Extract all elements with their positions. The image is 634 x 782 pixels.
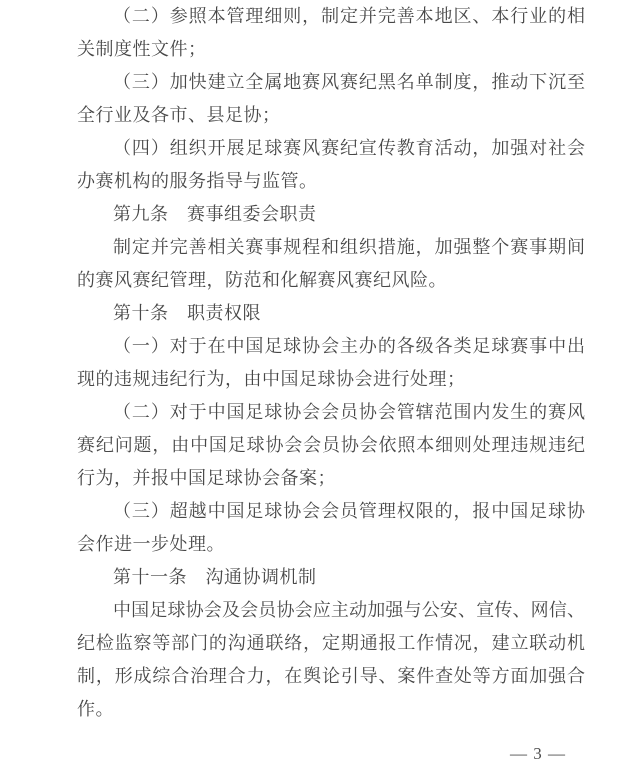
text-line: （二）对于中国足球协会会员协会管辖范围内发生的赛风 [113, 402, 585, 422]
text-line: 行为，并报中国足球协会备案； [77, 468, 336, 488]
text-line: 中国足球协会及会员协会应主动加强与公安、宣传、网信、 [113, 600, 585, 620]
text-line: （一）对于在中国足球协会主办的各级各类足球赛事中出 [113, 336, 585, 356]
article-heading: 第十条 职责权限 [113, 303, 261, 323]
text-line: 制，形成综合治理合力，在舆论引导、案件查处等方面加强合 [77, 666, 585, 686]
text-line: 纪检监察等部门的沟通联络，定期通报工作情况，建立联动机 [77, 633, 585, 653]
text-line: （二）参照本管理细则，制定并完善本地区、本行业的相 [113, 6, 585, 26]
document-body [77, 0, 585, 726]
text-line: （四）组织开展足球赛风赛纪宣传教育活动，加强对社会 [113, 138, 585, 158]
article-heading: 第十一条 沟通协调机制 [113, 567, 317, 587]
text-line: 会作进一步处理。 [77, 534, 225, 554]
text-line: 作。 [77, 699, 114, 719]
text-line: 现的违规违纪行为，由中国足球协会进行处理； [77, 369, 466, 389]
page-number: — 3 — [510, 744, 566, 763]
text-line: 全行业及各市、县足协； [77, 105, 281, 125]
text-line: 关制度性文件； [77, 39, 207, 59]
text-line: 制定并完善相关赛事规程和组织措施，加强整个赛事期间 [113, 237, 585, 257]
text-line: （三）超越中国足球协会会员管理权限的，报中国足球协 [113, 501, 585, 521]
text-line: 办赛机构的服务指导与监管。 [77, 171, 318, 191]
text-line: （三）加快建立全属地赛风赛纪黑名单制度，推动下沉至 [113, 72, 585, 92]
article-heading: 第九条 赛事组委会职责 [113, 204, 317, 224]
text-line: 的赛风赛纪管理，防范和化解赛风赛纪风险。 [77, 270, 447, 290]
text-line: 赛纪问题，由中国足球协会会员协会依照本细则处理违规违纪 [77, 435, 585, 455]
